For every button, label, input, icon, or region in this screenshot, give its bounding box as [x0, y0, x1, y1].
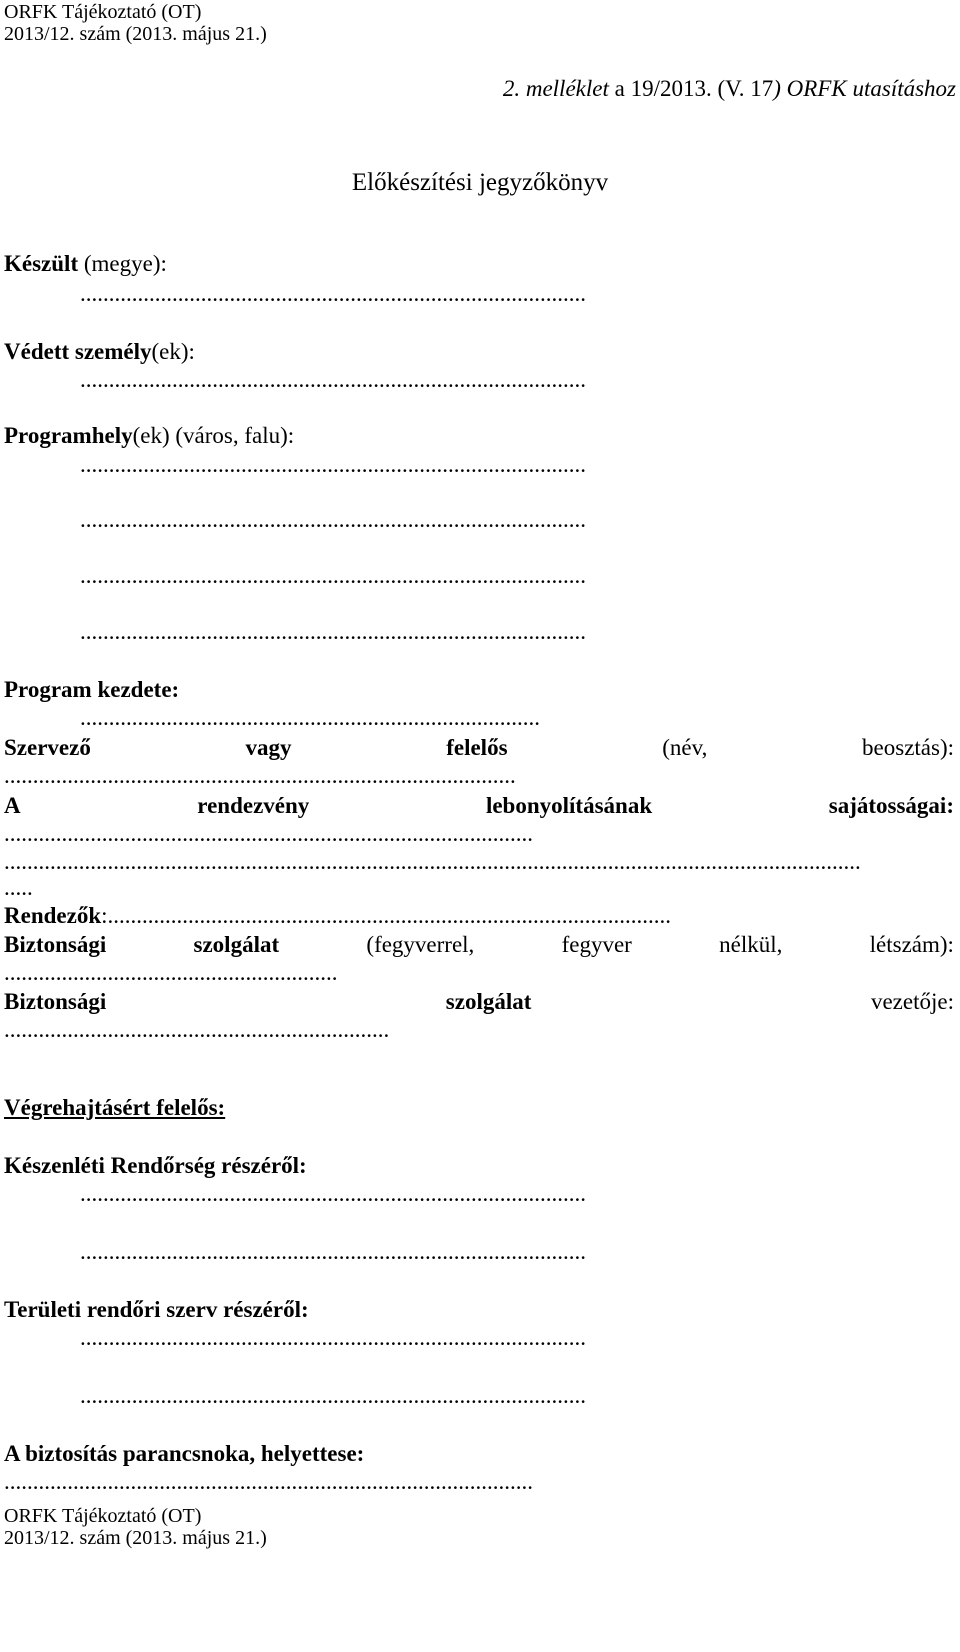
biztonsagi1-fill[interactable]: .......................................................... — [4, 960, 338, 985]
rendezveny-w3: lebonyolításának — [485, 793, 653, 818]
header-publication: ORFK Tájékoztató (OT) — [4, 1, 202, 23]
annex-reference — [503, 77, 956, 100]
teruleti-fill-1[interactable]: ........................................................................................ — [80, 1325, 586, 1350]
biztonsagi2-w2: szolgálat — [445, 989, 532, 1014]
keszult-rest: (megye): — [78, 251, 167, 276]
programhely-fill-4[interactable]: ........................................................................................ — [80, 619, 586, 644]
annex-italic: 2. melléklet — [502, 76, 609, 101]
field-biztonsagi-vezeto-label — [4, 990, 954, 1013]
biztositas-fill[interactable]: ............................................................................................ — [4, 1469, 533, 1494]
szervezo-w2: vagy — [245, 735, 292, 760]
rendezveny-w2: rendezvény — [197, 793, 310, 818]
rendezok-bold: Rendezők — [4, 903, 102, 928]
rendezveny-fill-2[interactable]: ..................................................................................................................................................... — [4, 849, 861, 874]
programhely-bold: Programhely — [4, 423, 133, 448]
biztonsagi2-w3: vezetője: — [870, 989, 954, 1014]
annex-decree: a 19/2013. (V. 17 — [608, 76, 774, 101]
vedett-rest: (ek): — [151, 339, 195, 364]
biztonsagi1-w6: létszám): — [869, 932, 954, 957]
field-programhely-label — [4, 424, 294, 447]
field-rendezok — [4, 904, 671, 927]
biztonsagi1-w2: szolgálat — [193, 932, 280, 957]
szervezo-fill[interactable]: ......................................................................................... — [4, 763, 516, 788]
section-vegrehajtas: Végrehajtásért felelős: — [4, 1095, 226, 1120]
programhely-rest: (ek) (város, falu): — [132, 423, 295, 448]
szervezo-w5: beosztás): — [862, 735, 954, 760]
szervezo-w4: (név, — [662, 735, 708, 760]
biztonsagi1-w4: fegyver — [561, 932, 632, 957]
footer-issue: 2013/12. szám (2013. május 21.) — [4, 1527, 267, 1549]
rendezok-rest: : — [101, 903, 108, 928]
teruleti-fill-2[interactable]: ........................................................................................ — [80, 1383, 586, 1408]
programhely-fill-3[interactable]: ........................................................................................ — [80, 563, 586, 588]
biztonsagi2-w1: Biztonsági — [4, 989, 107, 1014]
annex-target: ) ORFK utasításhoz — [773, 76, 956, 101]
field-biztositas-label: A biztosítás parancsnoka, helyettese: — [4, 1441, 365, 1466]
field-keszult-label — [4, 252, 167, 275]
rendezveny-w4: sajátosságai: — [828, 793, 954, 818]
rendezveny-fill-1[interactable]: ............................................................................................ — [4, 821, 533, 846]
footer-publication: ORFK Tájékoztató (OT) — [4, 1505, 202, 1527]
field-biztonsagi-label — [4, 933, 954, 956]
szervezo-w3: felelős — [446, 735, 508, 760]
keszenleti-fill-1[interactable]: ........................................................................................ — [80, 1181, 586, 1206]
biztonsagi1-w1: Biztonsági — [4, 932, 107, 957]
rendezveny-fill-3[interactable]: ..... — [4, 875, 33, 900]
biztonsagi1-w3: (fegyverrel, — [366, 932, 475, 957]
field-keszenleti-label: Készenléti Rendőrség részéről: — [4, 1153, 307, 1178]
field-program-kezdete-label: Program kezdete: — [4, 677, 180, 702]
szervezo-w1: Szervező — [4, 735, 91, 760]
rendezok-fill[interactable]: .................................................................................................. — [107, 903, 672, 928]
document-title: Előkészítési jegyzőkönyv — [351, 169, 609, 196]
header-issue: 2013/12. szám (2013. május 21.) — [4, 23, 267, 45]
vedett-bold: Védett személy — [4, 339, 152, 364]
field-szervezo-label — [4, 736, 954, 759]
programhely-fill-1[interactable]: ........................................................................................ — [80, 452, 586, 477]
biztonsagi1-w5: nélkül, — [719, 932, 783, 957]
keszenleti-fill-2[interactable]: ........................................................................................ — [80, 1239, 586, 1264]
keszult-fill[interactable]: ........................................................................................ — [80, 281, 586, 306]
field-teruleti-label: Területi rendőri szerv részéről: — [4, 1297, 309, 1322]
field-vedett-label — [4, 340, 195, 363]
field-rendezveny-label — [4, 794, 954, 817]
program-kezdete-fill[interactable]: ................................................................................ — [80, 705, 540, 730]
rendezveny-w1: A — [4, 793, 21, 818]
vedett-fill[interactable]: ........................................................................................ — [80, 367, 586, 392]
keszult-bold: Készült — [4, 251, 79, 276]
programhely-fill-2[interactable]: ........................................................................................ — [80, 507, 586, 532]
biztonsagi2-fill[interactable]: ................................................................... — [4, 1017, 390, 1042]
